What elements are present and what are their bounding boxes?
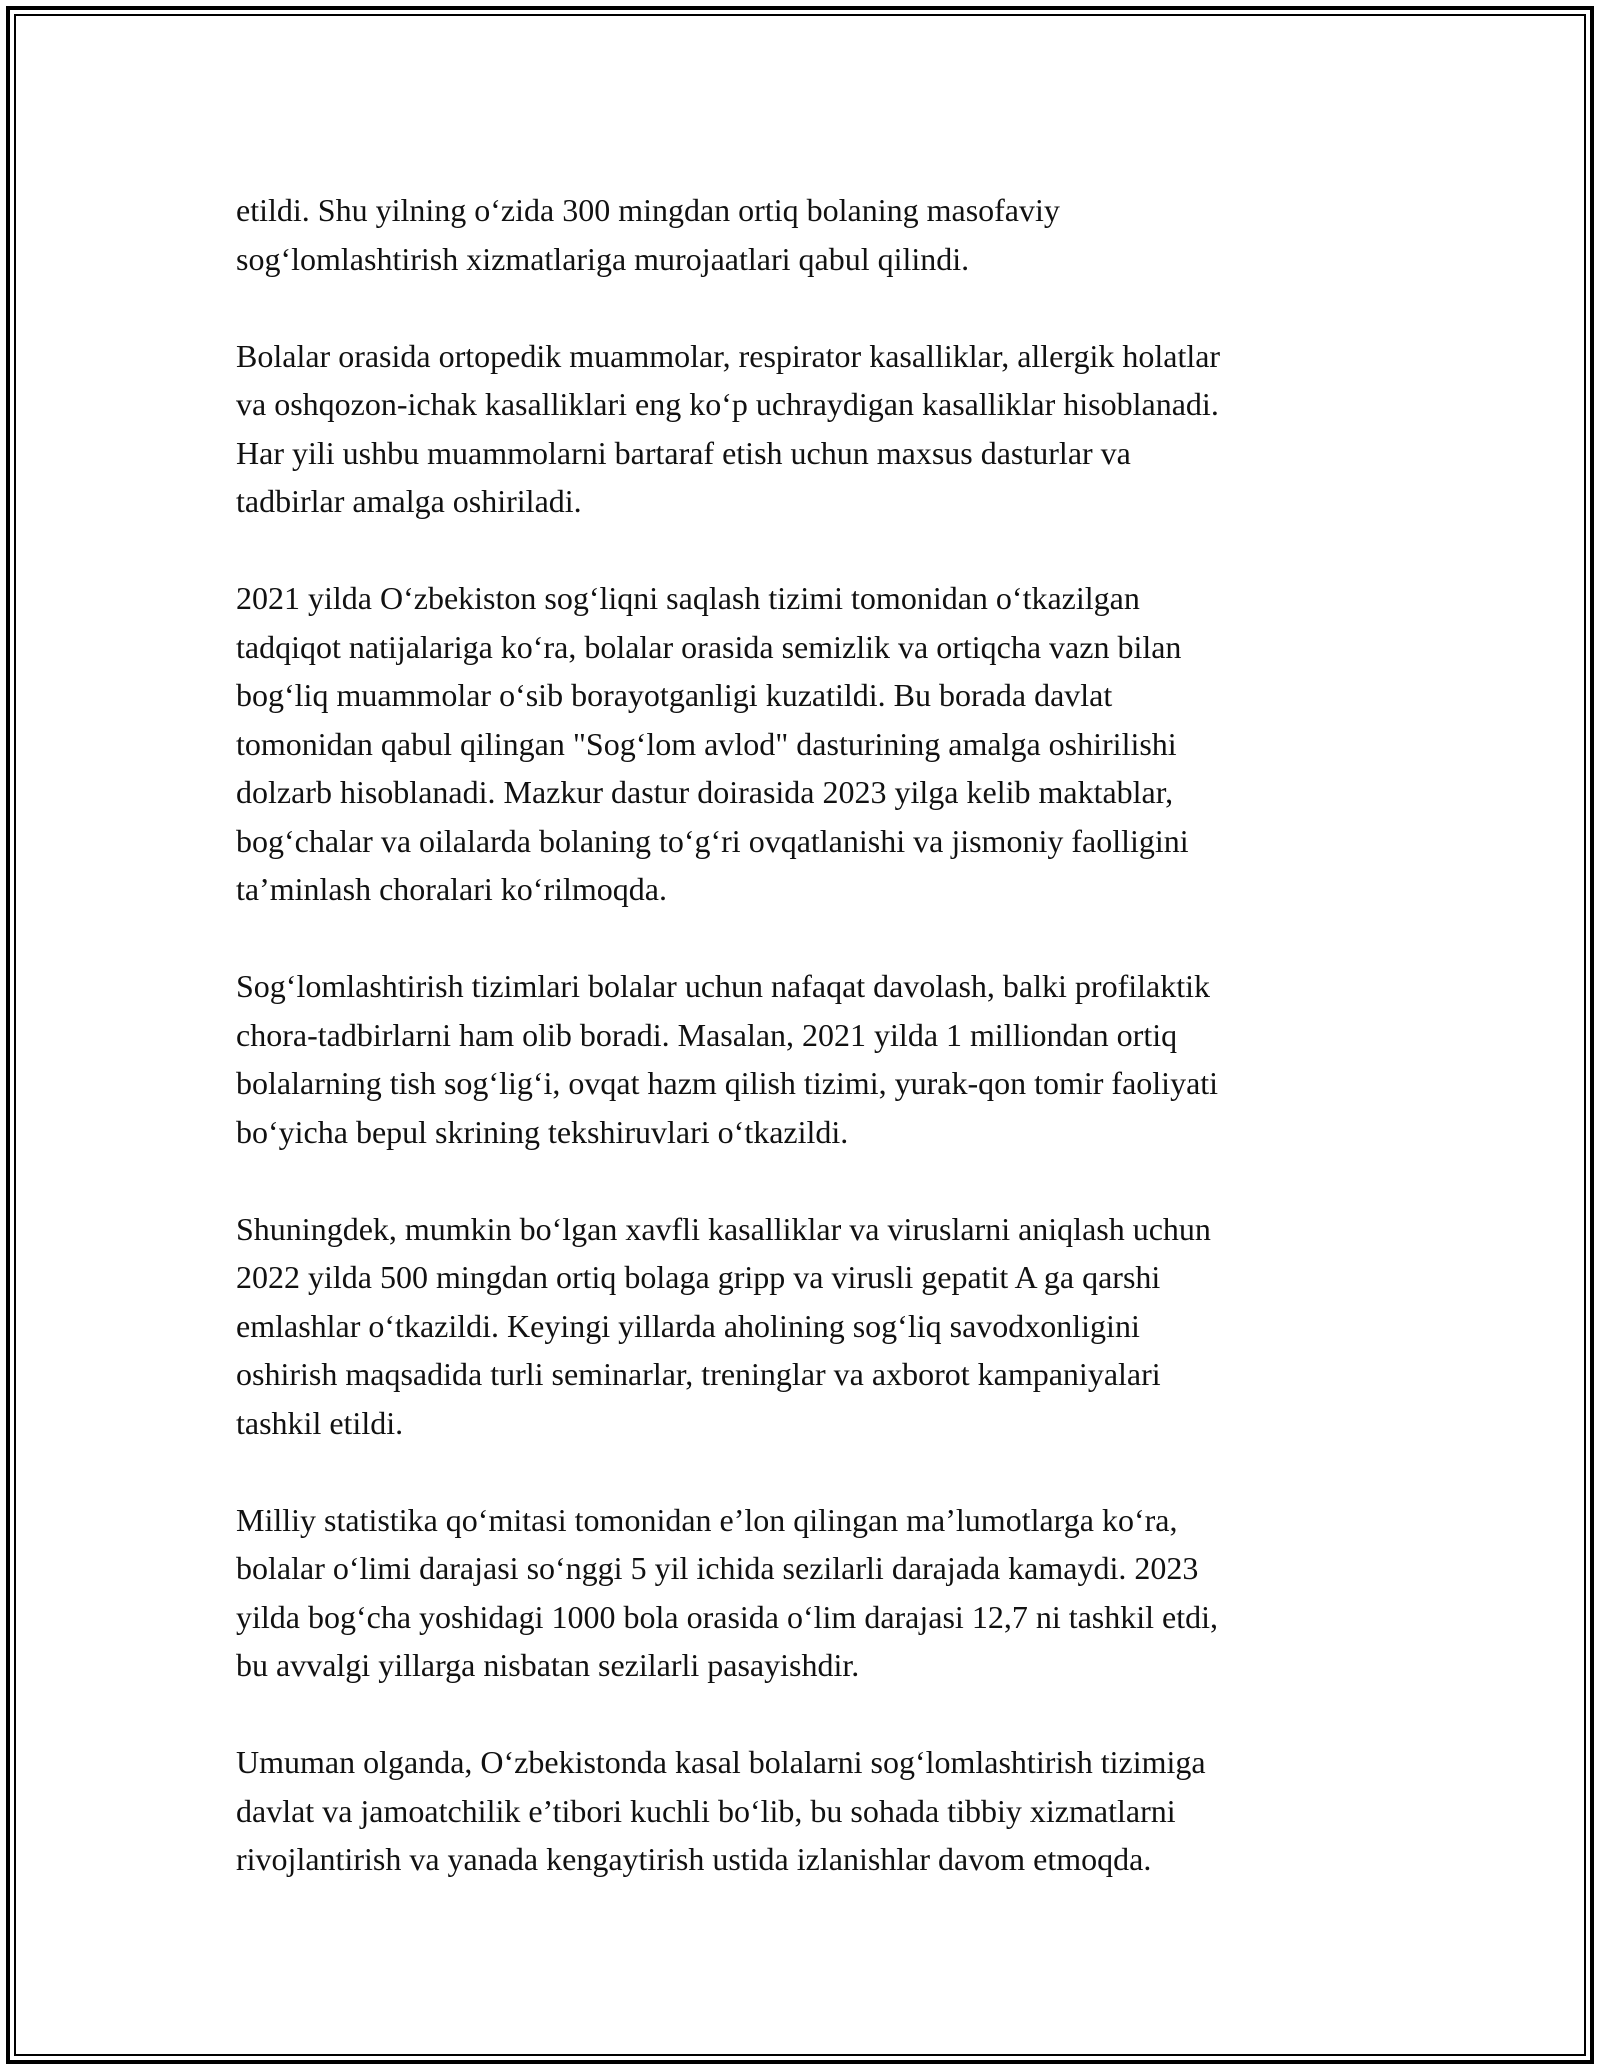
text-line: bog‘chalar va oilalarda bolaning to‘g‘ri ovqatlanishi va jismoniy faolligini xyxy=(236,822,1189,859)
text-line: Sog‘lomlashtirish tizimlari bolalar uchun nafaqat davolash, balki profilaktik xyxy=(236,968,1210,1004)
text-line: oshirish maqsadida turli seminarlar, treninglar va axborot kampaniyalari xyxy=(236,1356,1161,1392)
text-line: emlashlar o‘tkazildi. Keyingi yillarda aholining sog‘liq savodxonligini xyxy=(236,1307,1140,1344)
text-line: 2022 yilda 500 mingdan ortiq bolaga gripp va virusli gepatit A ga qarshi xyxy=(236,1259,1161,1295)
text-line: rivojlantirish va yanada kengaytirish ustida izlanishlar davom etmoqda. xyxy=(236,1841,1152,1877)
text-line: dolzarb hisoblanadi. Mazkur dastur doirasida 2023 yilga kelib maktablar, xyxy=(236,774,1174,810)
text-line: Shuningdek, mumkin bo‘lgan xavfli kasalliklar va viruslarni aniqlash uchun xyxy=(236,1210,1211,1247)
paragraph xyxy=(236,186,1386,283)
text-line: bu avvalgi yillarga nisbatan sezilarli pasayishdir. xyxy=(236,1647,860,1683)
text-line: tashkil etildi. xyxy=(236,1404,404,1441)
paragraph xyxy=(236,1496,1386,1690)
text-line: va oshqozon-ichak kasalliklari eng ko‘p uchraydigan kasalliklar hisoblanadi. xyxy=(236,386,1219,422)
text-line: Umuman olganda, O‘zbekistonda kasal bolalarni sog‘lomlashtirish tizimiga xyxy=(236,1744,1206,1780)
text-line: Milliy statistika qo‘mitasi tomonidan e’lon qilingan ma’lumotlarga ko‘ra, xyxy=(236,1501,1178,1538)
text-line: tadbirlar amalga oshiriladi. xyxy=(236,483,582,519)
text-line: bo‘yicha bepul skrining tekshiruvlari o‘tkazildi. xyxy=(236,1113,849,1150)
text-line: ta’minlash choralari ko‘rilmoqda. xyxy=(236,871,667,907)
text-line: bolalarning tish sog‘lig‘i, ovqat hazm qilish tizimi, yurak-qon tomir faoliyati xyxy=(236,1065,1219,1101)
text-line: etildi. Shu yilning o‘zida 300 mingdan ortiq bolaning masofaviy xyxy=(236,192,1060,228)
paragraph xyxy=(236,332,1386,526)
text-line: chora-tadbirlarni ham olib boradi. Masalan, 2021 yilda 1 milliondan ortiq xyxy=(236,1016,1178,1053)
document-body xyxy=(236,186,1386,1932)
text-line: Har yili ushbu muammolarni bartaraf etish uchun maxsus dasturlar va xyxy=(236,434,1131,471)
text-line: davlat va jamoatchilik e’tibori kuchli bo‘lib, bu sohada tibbiy xizmatlarni xyxy=(236,1792,1176,1829)
text-line: yilda bog‘cha yoshidagi 1000 bola orasida o‘lim darajasi 12,7 ni tashkil etdi, xyxy=(236,1598,1219,1635)
text-line: tadqiqot natijalariga ko‘ra, bolalar orasida semizlik va ortiqcha vazn bilan xyxy=(236,628,1182,665)
text-line: Bolalar orasida ortopedik muammolar, respirator kasalliklar, allergik holatlar xyxy=(236,337,1221,374)
paragraph xyxy=(236,1738,1386,1884)
text-line: tomonidan qabul qilingan "Sog‘lom avlod" dasturining amalga oshirilishi xyxy=(236,725,1177,762)
text-line: sog‘lomlashtirish xizmatlariga murojaatlari qabul qilindi. xyxy=(236,240,970,277)
paragraph xyxy=(236,1205,1386,1448)
text-line: 2021 yilda O‘zbekiston sog‘liqni saqlash tizimi tomonidan o‘tkazilgan xyxy=(236,580,1140,616)
text-line: bolalar o‘limi darajasi so‘nggi 5 yil ichida sezilarli darajada kamaydi. 2023 xyxy=(236,1550,1199,1586)
paragraph xyxy=(236,962,1386,1156)
text-line: bog‘liq muammolar o‘sib borayotganligi kuzatildi. Bu borada davlat xyxy=(236,677,1113,713)
paragraph xyxy=(236,574,1386,914)
